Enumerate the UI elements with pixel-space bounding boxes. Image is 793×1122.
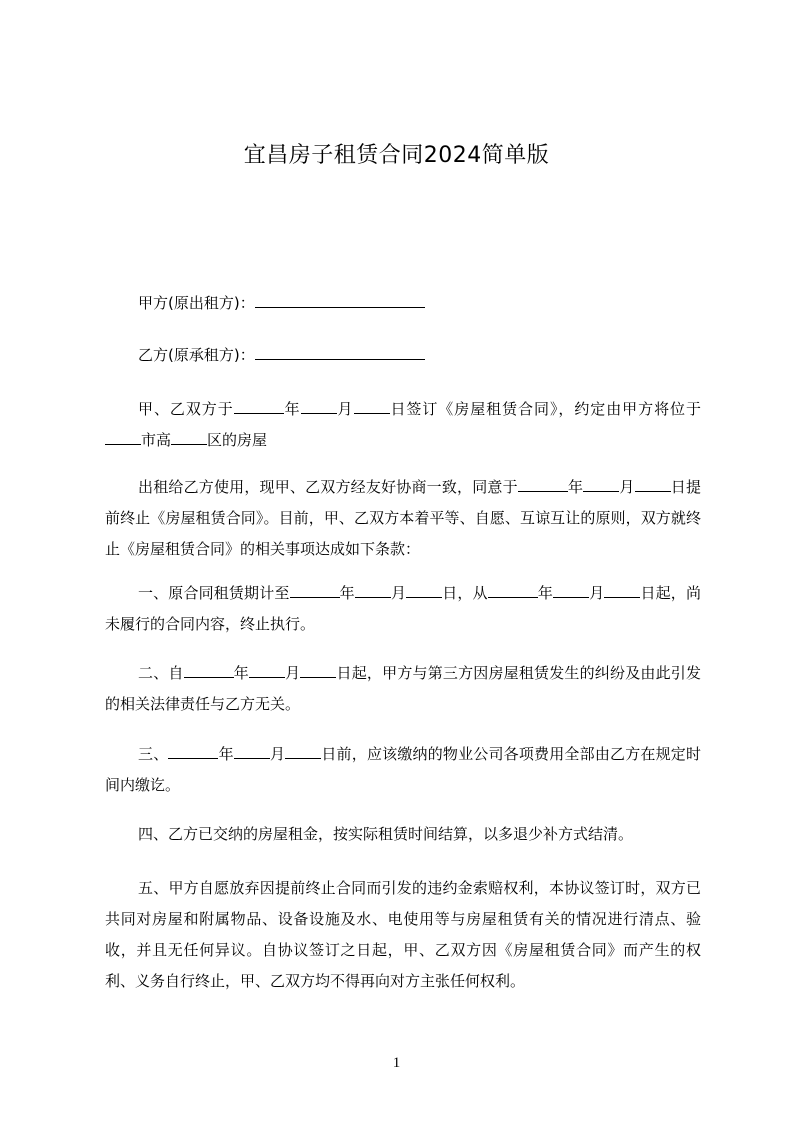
party-b-label: 乙方(原承租方)： — [138, 346, 255, 364]
blank-day — [406, 583, 442, 598]
text-run: 年 — [283, 400, 301, 418]
text-run: 月 — [619, 478, 635, 496]
text-run: 日起，甲方与第三方因房屋租赁发生的纠纷及由此引发的相关法律责任与乙方无关。 — [105, 664, 701, 713]
text-run: 月 — [336, 400, 354, 418]
page-number: 1 — [392, 1055, 401, 1071]
blank-year — [168, 744, 218, 759]
text-run: 月 — [589, 584, 605, 602]
clause-1 — [105, 578, 701, 640]
party-a-line — [105, 288, 701, 319]
blank-month — [301, 399, 337, 414]
text-run: 一、原合同租赁期计至 — [138, 584, 290, 602]
text-run: 月 — [284, 664, 301, 682]
party-b-line — [105, 340, 701, 371]
text-run: 月 — [390, 584, 407, 602]
text-run: 月 — [269, 745, 286, 763]
party-a-label: 甲方(原出租方)： — [138, 294, 255, 312]
blank-day — [354, 399, 390, 414]
blank-year — [518, 477, 568, 492]
blank-month — [234, 744, 270, 759]
text-run: 年 — [218, 745, 234, 763]
clause-5: 五、甲方自愿放弃因提前终止合同而引发的违约金索赔权利，本协议签订时，双方已共同对房屋和附属物品、设备设施及水、电使用等与房屋租赁有关的情况进行清点、验收，并且无任何异议。自协议签订之日起，甲、乙双方因《房屋租赁合同》而产生的权利、义务自行终止，甲、乙双方均不得再向对方主张任何权利。 — [105, 879, 701, 990]
blank-month — [355, 583, 391, 598]
clause-2 — [105, 658, 701, 720]
text-run: 日签订《房屋租赁合同》，约定由甲方将位于 — [389, 400, 701, 418]
text-run: 年 — [233, 664, 249, 682]
text-run: 日，从 — [442, 584, 488, 602]
text-run: 日起，尚未履行的合同内容，终止执行。 — [105, 584, 701, 633]
blank-day — [604, 583, 640, 598]
blank-day — [285, 744, 321, 759]
party-b-blank — [255, 345, 425, 360]
text-run: 区的房屋 — [207, 431, 268, 449]
blank-year — [290, 583, 340, 598]
text-run: 二、自 — [138, 664, 184, 682]
text-run: 年 — [537, 584, 554, 602]
blank-day — [635, 477, 671, 492]
clause-4: 四、乙方已交纳的房屋租金，按实际租赁时间结算，以多退少补方式结清。 — [138, 825, 634, 843]
blank-city — [105, 430, 141, 445]
paragraph-signing — [105, 394, 701, 456]
text-run: 出租给乙方使用，现甲、乙双方经友好协商一致，同意于 — [138, 478, 518, 496]
blank-district — [171, 430, 207, 445]
text-run: 年 — [567, 478, 584, 496]
blank-month — [553, 583, 589, 598]
blank-day — [300, 663, 336, 678]
text-run: 日前，应该缴纳的物业公司各项费用全部由乙方在规定时间内缴讫。 — [105, 745, 701, 794]
blank-year — [488, 583, 538, 598]
clause-3 — [105, 739, 701, 801]
text-run: 日提前终止《房屋租赁合同》。目前，甲、乙双方本着平等、自愿、互谅互让的原则，双方就终止《房屋租赁合同》的相关事项达成如下条款： — [105, 478, 701, 558]
document-title: 宜昌房子租赁合同2024简单版 — [243, 143, 550, 168]
text-run: 年 — [339, 584, 355, 602]
blank-year — [184, 663, 234, 678]
text-run: 市高 — [141, 431, 172, 449]
paragraph-termination — [105, 472, 701, 565]
blank-month — [249, 663, 285, 678]
blank-year — [234, 399, 284, 414]
party-a-blank — [255, 293, 425, 308]
blank-month — [583, 477, 619, 492]
text-run: 甲、乙双方于 — [138, 400, 234, 418]
text-run: 三、 — [138, 745, 169, 763]
